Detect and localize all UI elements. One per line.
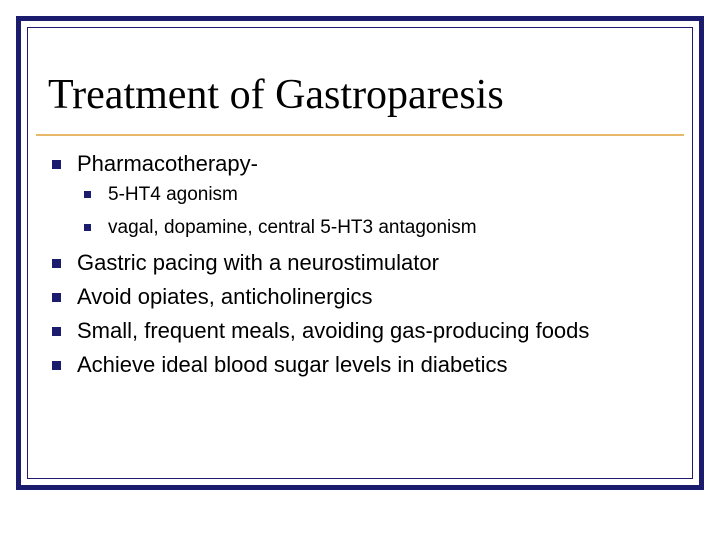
- square-bullet-icon: [52, 327, 61, 336]
- square-bullet-icon: [52, 259, 61, 268]
- sub-bullet-text: vagal, dopamine, central 5-HT3 antagonism: [108, 217, 477, 238]
- title-underline: [36, 134, 684, 136]
- square-bullet-icon: [84, 224, 91, 231]
- bullet-text: Gastric pacing with a neurostimulator: [77, 250, 439, 275]
- square-bullet-icon: [52, 160, 61, 169]
- square-bullet-icon: [84, 191, 91, 198]
- bullet-text: Pharmacotherapy-: [77, 151, 258, 176]
- bullet-text: Avoid opiates, anticholinergics: [77, 284, 373, 309]
- slide-title: Treatment of Gastroparesis: [48, 72, 504, 118]
- square-bullet-icon: [52, 361, 61, 370]
- square-bullet-icon: [52, 293, 61, 302]
- bullet-text: Achieve ideal blood sugar levels in diabetics: [77, 352, 508, 377]
- bullet-text: Small, frequent meals, avoiding gas-producing foods: [77, 318, 590, 343]
- sub-bullet-text: 5-HT4 agonism: [108, 184, 238, 205]
